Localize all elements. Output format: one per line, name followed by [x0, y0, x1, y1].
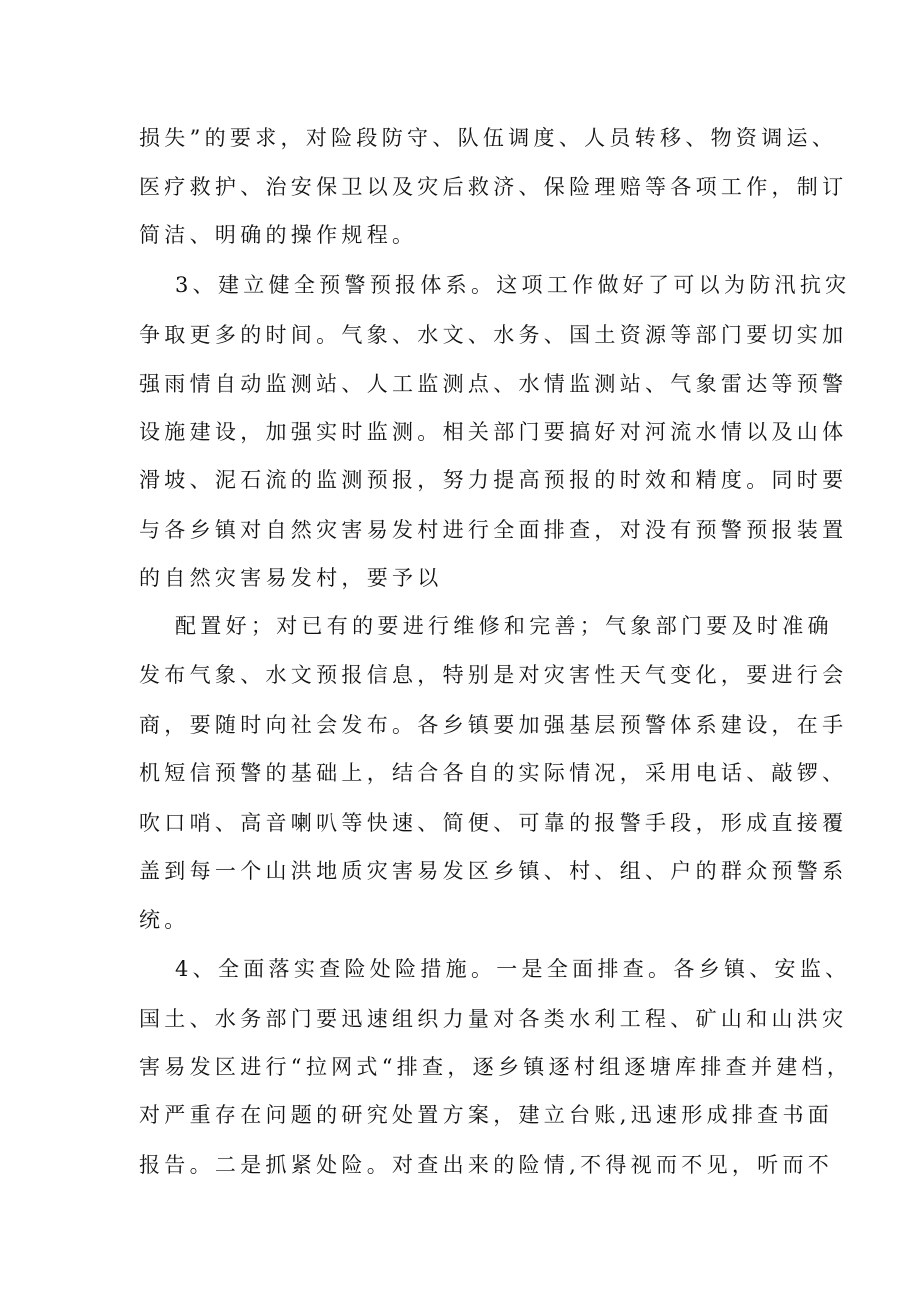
paragraph-line: 配置好；对已有的要进行维修和完善；气象部门要及时准确 [175, 614, 833, 638]
paragraph-line: 损失”的要求，对险段防守、队伍调度、人员转移、物资调运、 [139, 126, 838, 150]
paragraph-line: 争取更多的时间。气象、水文、水务、国土资源等部门要切实加 [139, 323, 848, 347]
paragraph-line: 统。 [139, 908, 190, 932]
paragraph-line: 强雨情自动监测站、人工监测点、水情监测站、气象雷达等预警 [139, 372, 848, 396]
paragraph-line: 吹口哨、高音喇叭等快速、简便、可靠的报警手段，形成直接覆 [139, 811, 848, 835]
paragraph-line: 害易发区进行“拉网式“排查，逐乡镇逐村组逐塘库排查并建档， [139, 1055, 853, 1079]
paragraph-line: 3、建立健全预警预报体系。这项工作做好了可以为防汛抗灾 [175, 273, 851, 297]
paragraph-line: 医疗救护、治安保卫以及灾后救济、保险理赔等各项工作，制订 [139, 175, 848, 199]
paragraph-line: 的自然灾害易发村，要予以 [139, 566, 443, 590]
paragraph-line: 4、全面落实查险处险措施。一是全面排查。各乡镇、安监、 [175, 957, 851, 981]
paragraph-line: 滑坡、泥石流的监测预报，努力提高预报的时效和精度。同时要 [139, 468, 848, 492]
paragraph-line: 商，要随时向社会发布。各乡镇要加强基层预警体系建设，在手 [139, 713, 848, 737]
paragraph-line: 设施建设，加强实时监测。相关部门要搞好对河流水情以及山体 [139, 420, 848, 444]
paragraph-line: 对严重存在问题的研究处置方案，建立台账,迅速形成排查书面 [139, 1103, 834, 1127]
paragraph-line: 盖到每一个山洪地质灾害易发区乡镇、村、组、户的群众预警系 [139, 859, 848, 883]
paragraph-line: 简洁、明确的操作规程。 [139, 223, 418, 247]
paragraph-line: 国土、水务部门要迅速组织力量对各类水利工程、矿山和山洪灾 [139, 1007, 848, 1031]
paragraph-line: 机短信预警的基础上，结合各自的实际情况，采用电话、敲锣、 [139, 761, 848, 785]
paragraph-line: 与各乡镇对自然灾害易发村进行全面排查，对没有预警预报装置 [139, 518, 848, 542]
paragraph-line: 发布气象、水文预报信息，特别是对灾害性天气变化，要进行会 [139, 663, 848, 687]
paragraph-line: 报告。二是抓紧处险。对查出来的险情,不得视而不见，听而不 [139, 1153, 834, 1177]
